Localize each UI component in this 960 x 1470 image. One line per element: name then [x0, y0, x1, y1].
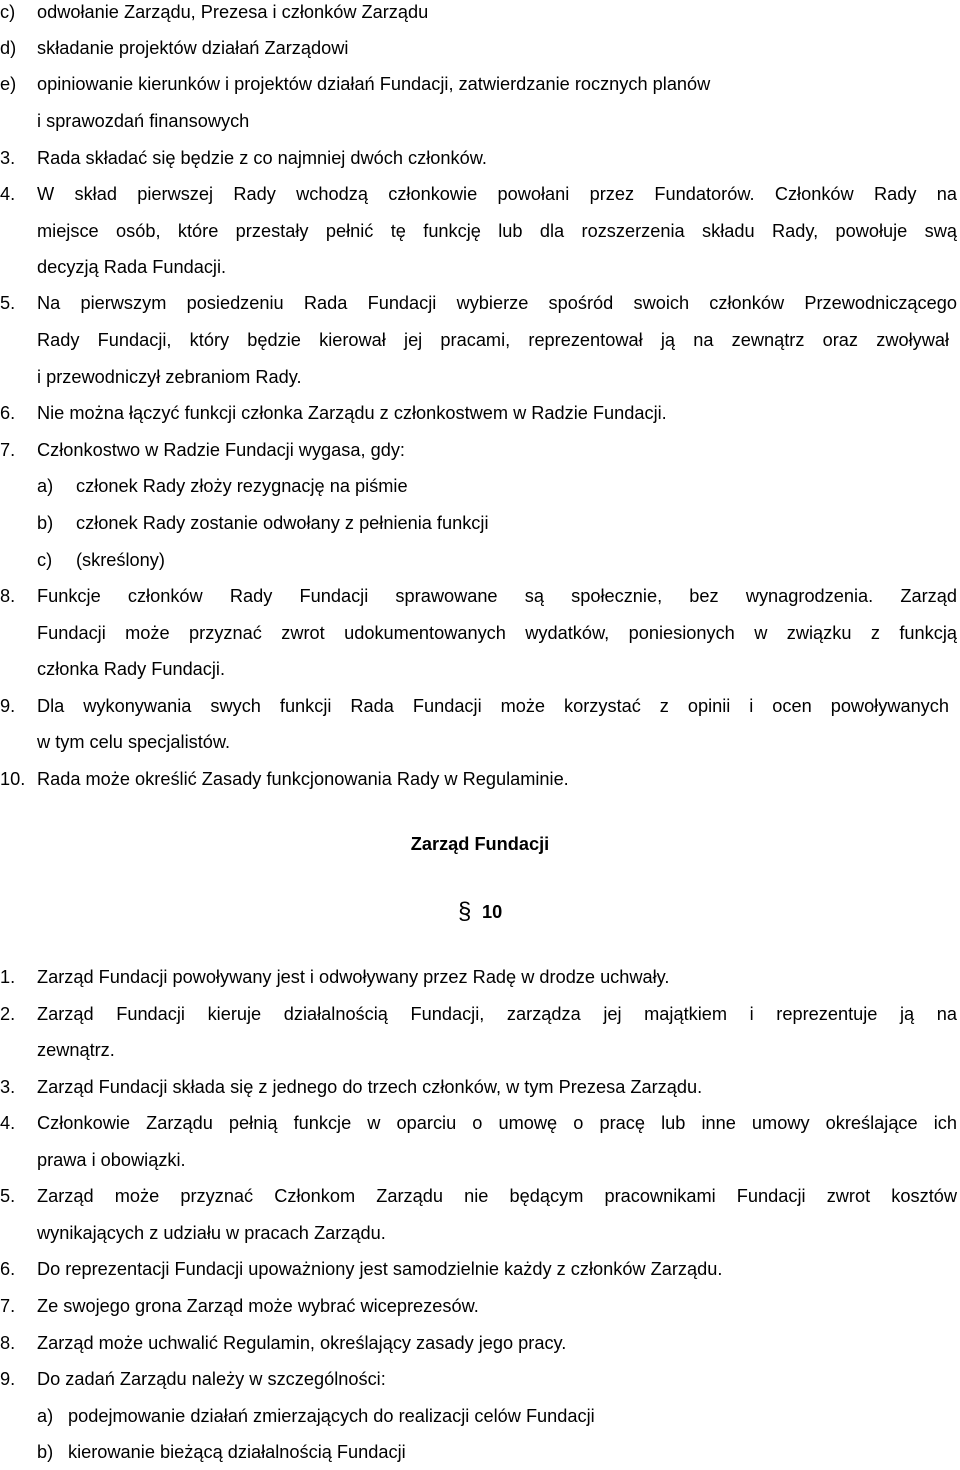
item-text: opiniowanie kierunków i projektów działań Fundacji, zatwierdzanie rocznych planów	[37, 74, 711, 94]
numbered-item	[0, 1361, 960, 1397]
numbered-item	[0, 140, 960, 176]
item-number: 3.	[0, 148, 16, 168]
numbered-item	[0, 176, 960, 212]
numbered-item-continuation	[0, 1142, 960, 1178]
list-item	[0, 30, 960, 66]
item-text: Do zadań Zarządu należy w szczególności:	[37, 1369, 386, 1389]
item-number: 8.	[0, 586, 16, 606]
section-title: Zarząd Fundacji	[410, 834, 550, 854]
item-text: Funkcje członków Rady Fundacji sprawowane są społecznie, bez wynagrodzenia. Zarząd	[37, 586, 957, 606]
item-number: 10.	[0, 769, 26, 789]
sub-item	[0, 468, 960, 504]
numbered-item	[0, 578, 960, 614]
item-text: W skład pierwszej Rady wchodzą członkowie powołani przez Fundatorów. Członków Rady na	[37, 184, 957, 204]
section-number: 10	[482, 902, 503, 922]
item-number: 9.	[0, 1369, 16, 1389]
item-label: d)	[0, 38, 17, 58]
item-number: 6.	[0, 1259, 16, 1279]
item-text: Członkostwo w Radzie Fundacji wygasa, gdy:	[37, 440, 405, 460]
numbered-item	[0, 1325, 960, 1361]
item-text: Nie można łączyć funkcji członka Zarządu z członkostwem w Radzie Fundacji.	[37, 403, 667, 423]
numbered-item	[0, 1251, 960, 1287]
list-item	[0, 66, 960, 102]
list-item	[0, 0, 960, 30]
item-text: Do reprezentacji Fundacji upoważniony jest samodzielnie każdy z członków Zarządu.	[37, 1259, 723, 1279]
numbered-item-continuation	[0, 724, 960, 760]
item-label: e)	[0, 74, 17, 94]
numbered-item	[0, 688, 960, 724]
item-text: Rada może określić Zasady funkcjonowania Rady w Regulaminie.	[37, 769, 569, 789]
numbered-item	[0, 761, 960, 797]
numbered-item-continuation	[0, 1215, 960, 1251]
sub-item-text: kierowanie bieżącą działalnością Fundacji	[68, 1442, 406, 1462]
item-number: 7.	[0, 440, 16, 460]
sub-item-text: członek Rady złoży rezygnację na piśmie	[76, 476, 408, 496]
sub-item-label: a)	[37, 1406, 54, 1426]
item-number: 1.	[0, 967, 16, 987]
item-text: Na pierwszym posiedzeniu Rada Fundacji wybierze spośród swoich członków Przewodniczącego	[37, 293, 957, 313]
numbered-item-continuation	[0, 615, 960, 651]
item-text: zewnątrz.	[37, 1040, 115, 1060]
item-text: Zarząd Fundacji kieruje działalnością Fundacji, zarządza jej majątkiem i reprezentuje ją na	[37, 1004, 957, 1024]
item-text: Zarząd może uchwalić Regulamin, określający zasady jego pracy.	[37, 1333, 567, 1353]
item-text: Rada składać się będzie z co najmniej dwóch członków.	[37, 148, 487, 168]
sub-item	[0, 505, 960, 541]
item-text: prawa i obowiązki.	[37, 1150, 186, 1170]
sub-item-text: członek Rady zostanie odwołany z pełnienia funkcji	[76, 513, 489, 533]
numbered-item-continuation	[0, 359, 960, 395]
numbered-item	[0, 996, 960, 1032]
item-label: c)	[0, 2, 16, 22]
item-text: odwołanie Zarządu, Prezesa i członków Zarządu	[37, 2, 429, 22]
item-number: 5.	[0, 1186, 16, 1206]
numbered-item	[0, 1069, 960, 1105]
sub-item-label: b)	[37, 1442, 54, 1462]
numbered-item	[0, 959, 960, 995]
sub-item-label: b)	[37, 513, 54, 533]
sub-item-text: podejmowanie działań zmierzających do realizacji celów Fundacji	[68, 1406, 595, 1426]
numbered-item	[0, 1105, 960, 1141]
sub-item	[0, 1398, 960, 1434]
item-number: 5.	[0, 293, 16, 313]
numbered-item	[0, 432, 960, 468]
sub-item-label: a)	[37, 476, 54, 496]
item-number: 7.	[0, 1296, 16, 1316]
item-number: 2.	[0, 1004, 16, 1024]
item-number: 6.	[0, 403, 16, 423]
sub-item	[0, 542, 960, 578]
item-text: Dla wykonywania swych funkcji Rada Fundacji może korzystać z opinii i ocen powoływanych	[37, 696, 949, 716]
item-text: członka Rady Fundacji.	[37, 659, 226, 679]
item-text: Zarząd Fundacji składa się z jednego do trzech członków, w tym Prezesa Zarządu.	[37, 1077, 703, 1097]
item-text: i sprawozdań finansowych	[37, 111, 250, 131]
item-text: decyzją Rada Fundacji.	[37, 257, 227, 277]
item-number: 9.	[0, 696, 16, 716]
sub-item	[0, 1434, 960, 1470]
item-text: w tym celu specjalistów.	[37, 732, 231, 752]
item-number: 3.	[0, 1077, 16, 1097]
item-text: wynikających z udziału w pracach Zarządu.	[37, 1223, 386, 1243]
section-symbol: §	[458, 898, 472, 925]
item-number: 4.	[0, 1113, 16, 1133]
item-text: Zarząd Fundacji powoływany jest i odwoływany przez Radę w drodze uchwały.	[37, 967, 670, 987]
item-text: Rady Fundacji, który będzie kierował jej pracami, reprezentował ją na zewnątrz oraz zwoływał	[37, 330, 949, 350]
numbered-item	[0, 285, 960, 321]
sub-item-label: c)	[37, 550, 53, 570]
numbered-item-continuation	[0, 322, 960, 358]
item-number: 8.	[0, 1333, 16, 1353]
item-text: Ze swojego grona Zarząd może wybrać wiceprezesów.	[37, 1296, 479, 1316]
item-text: i przewodniczył zebraniom Rady.	[37, 367, 302, 387]
numbered-item-continuation	[0, 1032, 960, 1068]
item-number: 4.	[0, 184, 16, 204]
numbered-item	[0, 1288, 960, 1324]
item-text: Fundacji może przyznać zwrot udokumentowanych wydatków, poniesionych w związku z funkcją	[37, 623, 957, 643]
numbered-item-continuation	[0, 249, 960, 285]
numbered-item	[0, 395, 960, 431]
item-text: składanie projektów działań Zarządowi	[37, 38, 349, 58]
numbered-item-continuation	[0, 651, 960, 687]
numbered-item	[0, 1178, 960, 1214]
numbered-item-continuation	[0, 213, 960, 249]
paragraph-marker	[0, 894, 960, 930]
item-text: miejsce osób, które przestały pełnić tę funkcję lub dla rozszerzenia składu Rady, powołuje swą	[37, 221, 957, 241]
item-text: Zarząd może przyznać Członkom Zarządu nie będącym pracownikami Fundacji zwrot kosztów	[37, 1186, 957, 1206]
sub-item-text: (skreślony)	[76, 550, 165, 570]
list-item-continuation	[0, 103, 960, 139]
item-text: Członkowie Zarządu pełnią funkcje w oparciu o umowę o pracę lub inne umowy określające ich	[37, 1113, 957, 1133]
